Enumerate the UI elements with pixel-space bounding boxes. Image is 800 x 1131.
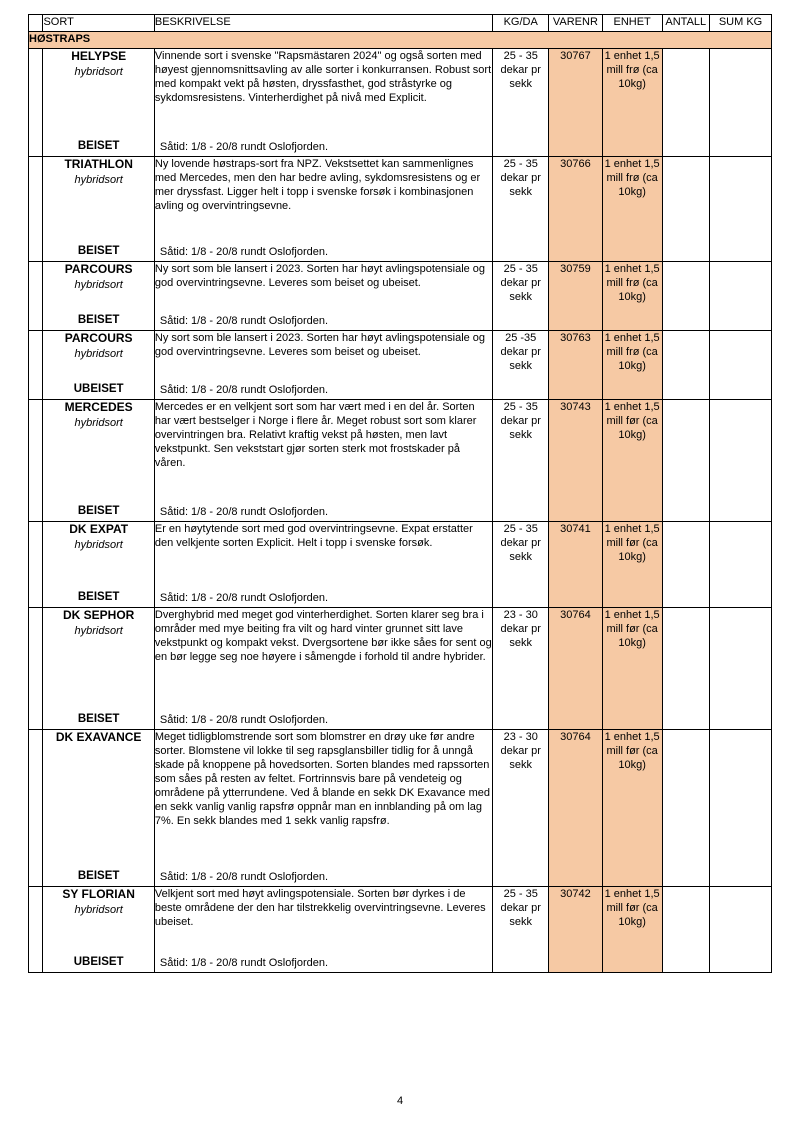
enhet-cell: 1 enhet 1,5 mill frø (ca 10kg) <box>602 49 662 157</box>
enhet-cell: 1 enhet 1,5 mill før (ca 10kg) <box>602 608 662 730</box>
kgda-cell: 25 - 35 dekar pr sekk <box>493 522 549 608</box>
variety-treatment: BEISET <box>77 870 120 883</box>
row-spacer <box>29 262 43 331</box>
kgda-cell: 25 -35 dekar pr sekk <box>493 331 549 400</box>
varenr-cell: 30766 <box>549 157 603 262</box>
row-spacer <box>29 400 43 522</box>
sowing-time: Såtid: 1/8 - 20/8 rundt Oslofjorden. <box>159 713 329 726</box>
description-text: Velkjent sort med høyt avlingspotensiale. Sorten bør dyrkes i de beste områdene der den har tilstrekkelig overvintringsevne. Leveres ubeiset. <box>154 888 486 929</box>
variety-name: PARCOURS <box>64 331 133 345</box>
table-row <box>29 522 772 608</box>
sort-cell <box>43 49 154 157</box>
description-text: Vinnende sort i svenske "Rapsmästaren 2024" og også sorten med høyest gjennomsnittsavling av alle sorter i konkurransen. Robust sort med kompakt vekt på høsten, dryssfasthet, god stråstyrke og sykdomsresistens. Vinterherdighet på nivå med Explicit. <box>154 50 492 105</box>
description-cell <box>154 730 492 887</box>
sumkg-cell[interactable] <box>710 49 772 157</box>
variety-name: DK SEPHOR <box>62 608 135 622</box>
description-cell <box>154 157 492 262</box>
description-cell <box>154 887 492 973</box>
description-cell <box>154 608 492 730</box>
description-cell <box>154 262 492 331</box>
antall-cell[interactable] <box>662 400 709 522</box>
description-text: Er en høytytende sort med god overvintringsevne. Expat erstatter den velkjente sorten Explicit. Helt i topp i svenske forsøk. <box>154 523 473 550</box>
variety-treatment: BEISET <box>77 713 120 726</box>
enhet-cell: 1 enhet 1,5 mill før (ca 10kg) <box>602 887 662 973</box>
variety-treatment: BEISET <box>77 505 120 518</box>
enhet-cell: 1 enhet 1,5 mill frø (ca 10kg) <box>602 331 662 400</box>
table-header-row <box>29 15 772 32</box>
sowing-time: Såtid: 1/8 - 20/8 rundt Oslofjorden. <box>159 591 329 604</box>
varenr-cell: 30759 <box>549 262 603 331</box>
header-antall: ANTALL <box>662 15 709 32</box>
table-row <box>29 262 772 331</box>
sort-cell <box>43 887 154 973</box>
varenr-cell: 30767 <box>549 49 603 157</box>
sumkg-cell[interactable] <box>710 157 772 262</box>
row-spacer <box>29 608 43 730</box>
seed-variety-table <box>28 14 772 973</box>
variety-type: hybridsort <box>74 348 123 361</box>
table-row <box>29 331 772 400</box>
sowing-time: Såtid: 1/8 - 20/8 rundt Oslofjorden. <box>159 870 329 883</box>
variety-type: hybridsort <box>74 66 123 79</box>
kgda-cell: 25 - 35 dekar pr sekk <box>493 262 549 331</box>
sowing-time: Såtid: 1/8 - 20/8 rundt Oslofjorden. <box>159 383 329 396</box>
varenr-cell: 30741 <box>549 522 603 608</box>
sort-cell <box>43 331 154 400</box>
description-text: Meget tidligblomstrende sort som blomstrer en drøy uke før andre sorter. Blomstene vil lokke til seg rapsglansbiller tidlig for å unngå skade på knoppene på hovedsorten. Sorten blandes med rapssorten som såes på resten av feltet. Fortrinnsvis bare på vendeteig og områdene på ytterrundene. Ved å blande en sekk DK Exavance med en sekk vanlig vanlig rapsfrø oppnår man en innblanding på om lag 7%. En sekk blandes med 1 sekk vanlig rapsfrø. <box>154 731 490 828</box>
sort-cell <box>43 157 154 262</box>
sowing-time: Såtid: 1/8 - 20/8 rundt Oslofjorden. <box>159 245 329 258</box>
enhet-cell: 1 enhet 1,5 mill før (ca 10kg) <box>602 522 662 608</box>
header-sort: SORT <box>43 15 154 32</box>
kgda-cell: 25 - 35 dekar pr sekk <box>493 887 549 973</box>
enhet-cell: 1 enhet 1,5 mill før (ca 10kg) <box>602 730 662 887</box>
sowing-time: Såtid: 1/8 - 20/8 rundt Oslofjorden. <box>159 505 329 518</box>
antall-cell[interactable] <box>662 262 709 331</box>
sumkg-cell[interactable] <box>710 331 772 400</box>
sowing-time: Såtid: 1/8 - 20/8 rundt Oslofjorden. <box>159 956 329 969</box>
kgda-cell: 25 - 35 dekar pr sekk <box>493 49 549 157</box>
antall-cell[interactable] <box>662 157 709 262</box>
header-spacer <box>29 15 43 32</box>
variety-type: hybridsort <box>74 539 123 552</box>
table-row <box>29 730 772 887</box>
enhet-cell: 1 enhet 1,5 mill frø (ca 10kg) <box>602 262 662 331</box>
description-text: Dverghybrid med meget god vinterherdighet. Sorten klarer seg bra i områder med mye beiting fra vilt og hard vinter grunnet sitt lave vekstpunkt og kompakt vekst. Dvergsortene bør ikke såes for sent og en bør legge seg noe høyere i såmengde i forhold til andre hybrider. <box>154 609 492 664</box>
varenr-cell: 30742 <box>549 887 603 973</box>
variety-treatment: BEISET <box>77 245 120 258</box>
row-spacer <box>29 887 43 973</box>
variety-treatment: UBEISET <box>73 383 124 396</box>
varenr-cell: 30764 <box>549 730 603 887</box>
variety-name: SY FLORIAN <box>62 887 135 901</box>
variety-name: DK EXPAT <box>69 522 129 536</box>
variety-type: hybridsort <box>74 417 123 430</box>
varenr-cell: 30764 <box>549 608 603 730</box>
antall-cell[interactable] <box>662 887 709 973</box>
kgda-cell: 23 - 30 dekar pr sekk <box>493 730 549 887</box>
header-sumkg: SUM KG <box>710 15 772 32</box>
variety-type: hybridsort <box>74 904 123 917</box>
varenr-cell: 30763 <box>549 331 603 400</box>
sowing-time: Såtid: 1/8 - 20/8 rundt Oslofjorden. <box>159 314 329 327</box>
enhet-cell: 1 enhet 1,5 mill frø (ca 10kg) <box>602 157 662 262</box>
variety-name: HELYPSE <box>71 49 127 63</box>
sowing-time: Såtid: 1/8 - 20/8 rundt Oslofjorden. <box>159 140 329 153</box>
variety-type: hybridsort <box>74 625 123 638</box>
section-header-row <box>29 32 772 49</box>
section-title: HØSTRAPS <box>29 32 772 49</box>
sumkg-cell[interactable] <box>710 522 772 608</box>
antall-cell[interactable] <box>662 331 709 400</box>
table-row <box>29 49 772 157</box>
variety-name: MERCEDES <box>64 400 133 414</box>
table-row <box>29 887 772 973</box>
sort-cell <box>43 400 154 522</box>
kgda-cell: 25 - 35 dekar pr sekk <box>493 157 549 262</box>
row-spacer <box>29 730 43 887</box>
sumkg-cell[interactable] <box>710 262 772 331</box>
description-text: Ny lovende høstraps-sort fra NPZ. Vekstsettet kan sammenlignes med Mercedes, men den har bedre avling, sykdomsresistens og er mer dryssfast. Ligger helt i topp i svenske forsøk i kombinasjonen avling og overvintringsevne. <box>154 158 481 213</box>
header-enhet: ENHET <box>602 15 662 32</box>
description-cell <box>154 400 492 522</box>
variety-treatment: BEISET <box>77 591 120 604</box>
header-varenr: VARENR <box>549 15 603 32</box>
row-spacer <box>29 49 43 157</box>
sort-cell <box>43 522 154 608</box>
antall-cell[interactable] <box>662 730 709 887</box>
row-spacer <box>29 157 43 262</box>
kgda-cell: 25 - 35 dekar pr sekk <box>493 400 549 522</box>
table-row <box>29 608 772 730</box>
variety-name: DK EXAVANCE <box>55 730 142 744</box>
row-spacer <box>29 522 43 608</box>
variety-type: hybridsort <box>74 279 123 292</box>
sumkg-cell[interactable] <box>710 887 772 973</box>
antall-cell[interactable] <box>662 49 709 157</box>
variety-type: hybridsort <box>74 174 123 187</box>
description-text: Ny sort som ble lansert i 2023. Sorten har høyt avlingspotensiale og god overvintringsevne. Leveres som beiset og ubeiset. <box>154 332 486 359</box>
description-text: Mercedes er en velkjent sort som har vært med i en del år. Sorten har vært bestselger i Norge i flere år. Meget robust sort som klarer overvintringen bra. Relativt kraftig vekst på høsten, men lavt vekstpunkt. Sen vekststart gjør sorten sterk mot frostskader på våren. <box>154 401 477 470</box>
antall-cell[interactable] <box>662 522 709 608</box>
antall-cell[interactable] <box>662 608 709 730</box>
table-row <box>29 400 772 522</box>
enhet-cell: 1 enhet 1,5 mill før (ca 10kg) <box>602 400 662 522</box>
variety-name: PARCOURS <box>64 262 133 276</box>
variety-treatment: BEISET <box>77 314 120 327</box>
variety-name: TRIATHLON <box>64 157 133 171</box>
table-row <box>29 157 772 262</box>
page-number: 4 <box>396 1095 404 1107</box>
varenr-cell: 30743 <box>549 400 603 522</box>
sort-cell <box>43 262 154 331</box>
description-cell <box>154 49 492 157</box>
variety-treatment: UBEISET <box>73 956 124 969</box>
row-spacer <box>29 331 43 400</box>
sumkg-cell[interactable] <box>710 608 772 730</box>
kgda-cell: 23 - 30 dekar pr sekk <box>493 608 549 730</box>
header-beskrivelse: BESKRIVELSE <box>154 15 492 32</box>
sort-cell <box>43 608 154 730</box>
sumkg-cell[interactable] <box>710 730 772 887</box>
table-body <box>29 15 772 973</box>
sort-cell <box>43 730 154 887</box>
description-text: Ny sort som ble lansert i 2023. Sorten har høyt avlingspotensiale og god overvintringsevne. Leveres som beiset og ubeiset. <box>154 263 486 290</box>
header-kgda: KG/DA <box>493 15 549 32</box>
description-cell <box>154 522 492 608</box>
variety-treatment: BEISET <box>77 140 120 153</box>
sumkg-cell[interactable] <box>710 400 772 522</box>
description-cell <box>154 331 492 400</box>
